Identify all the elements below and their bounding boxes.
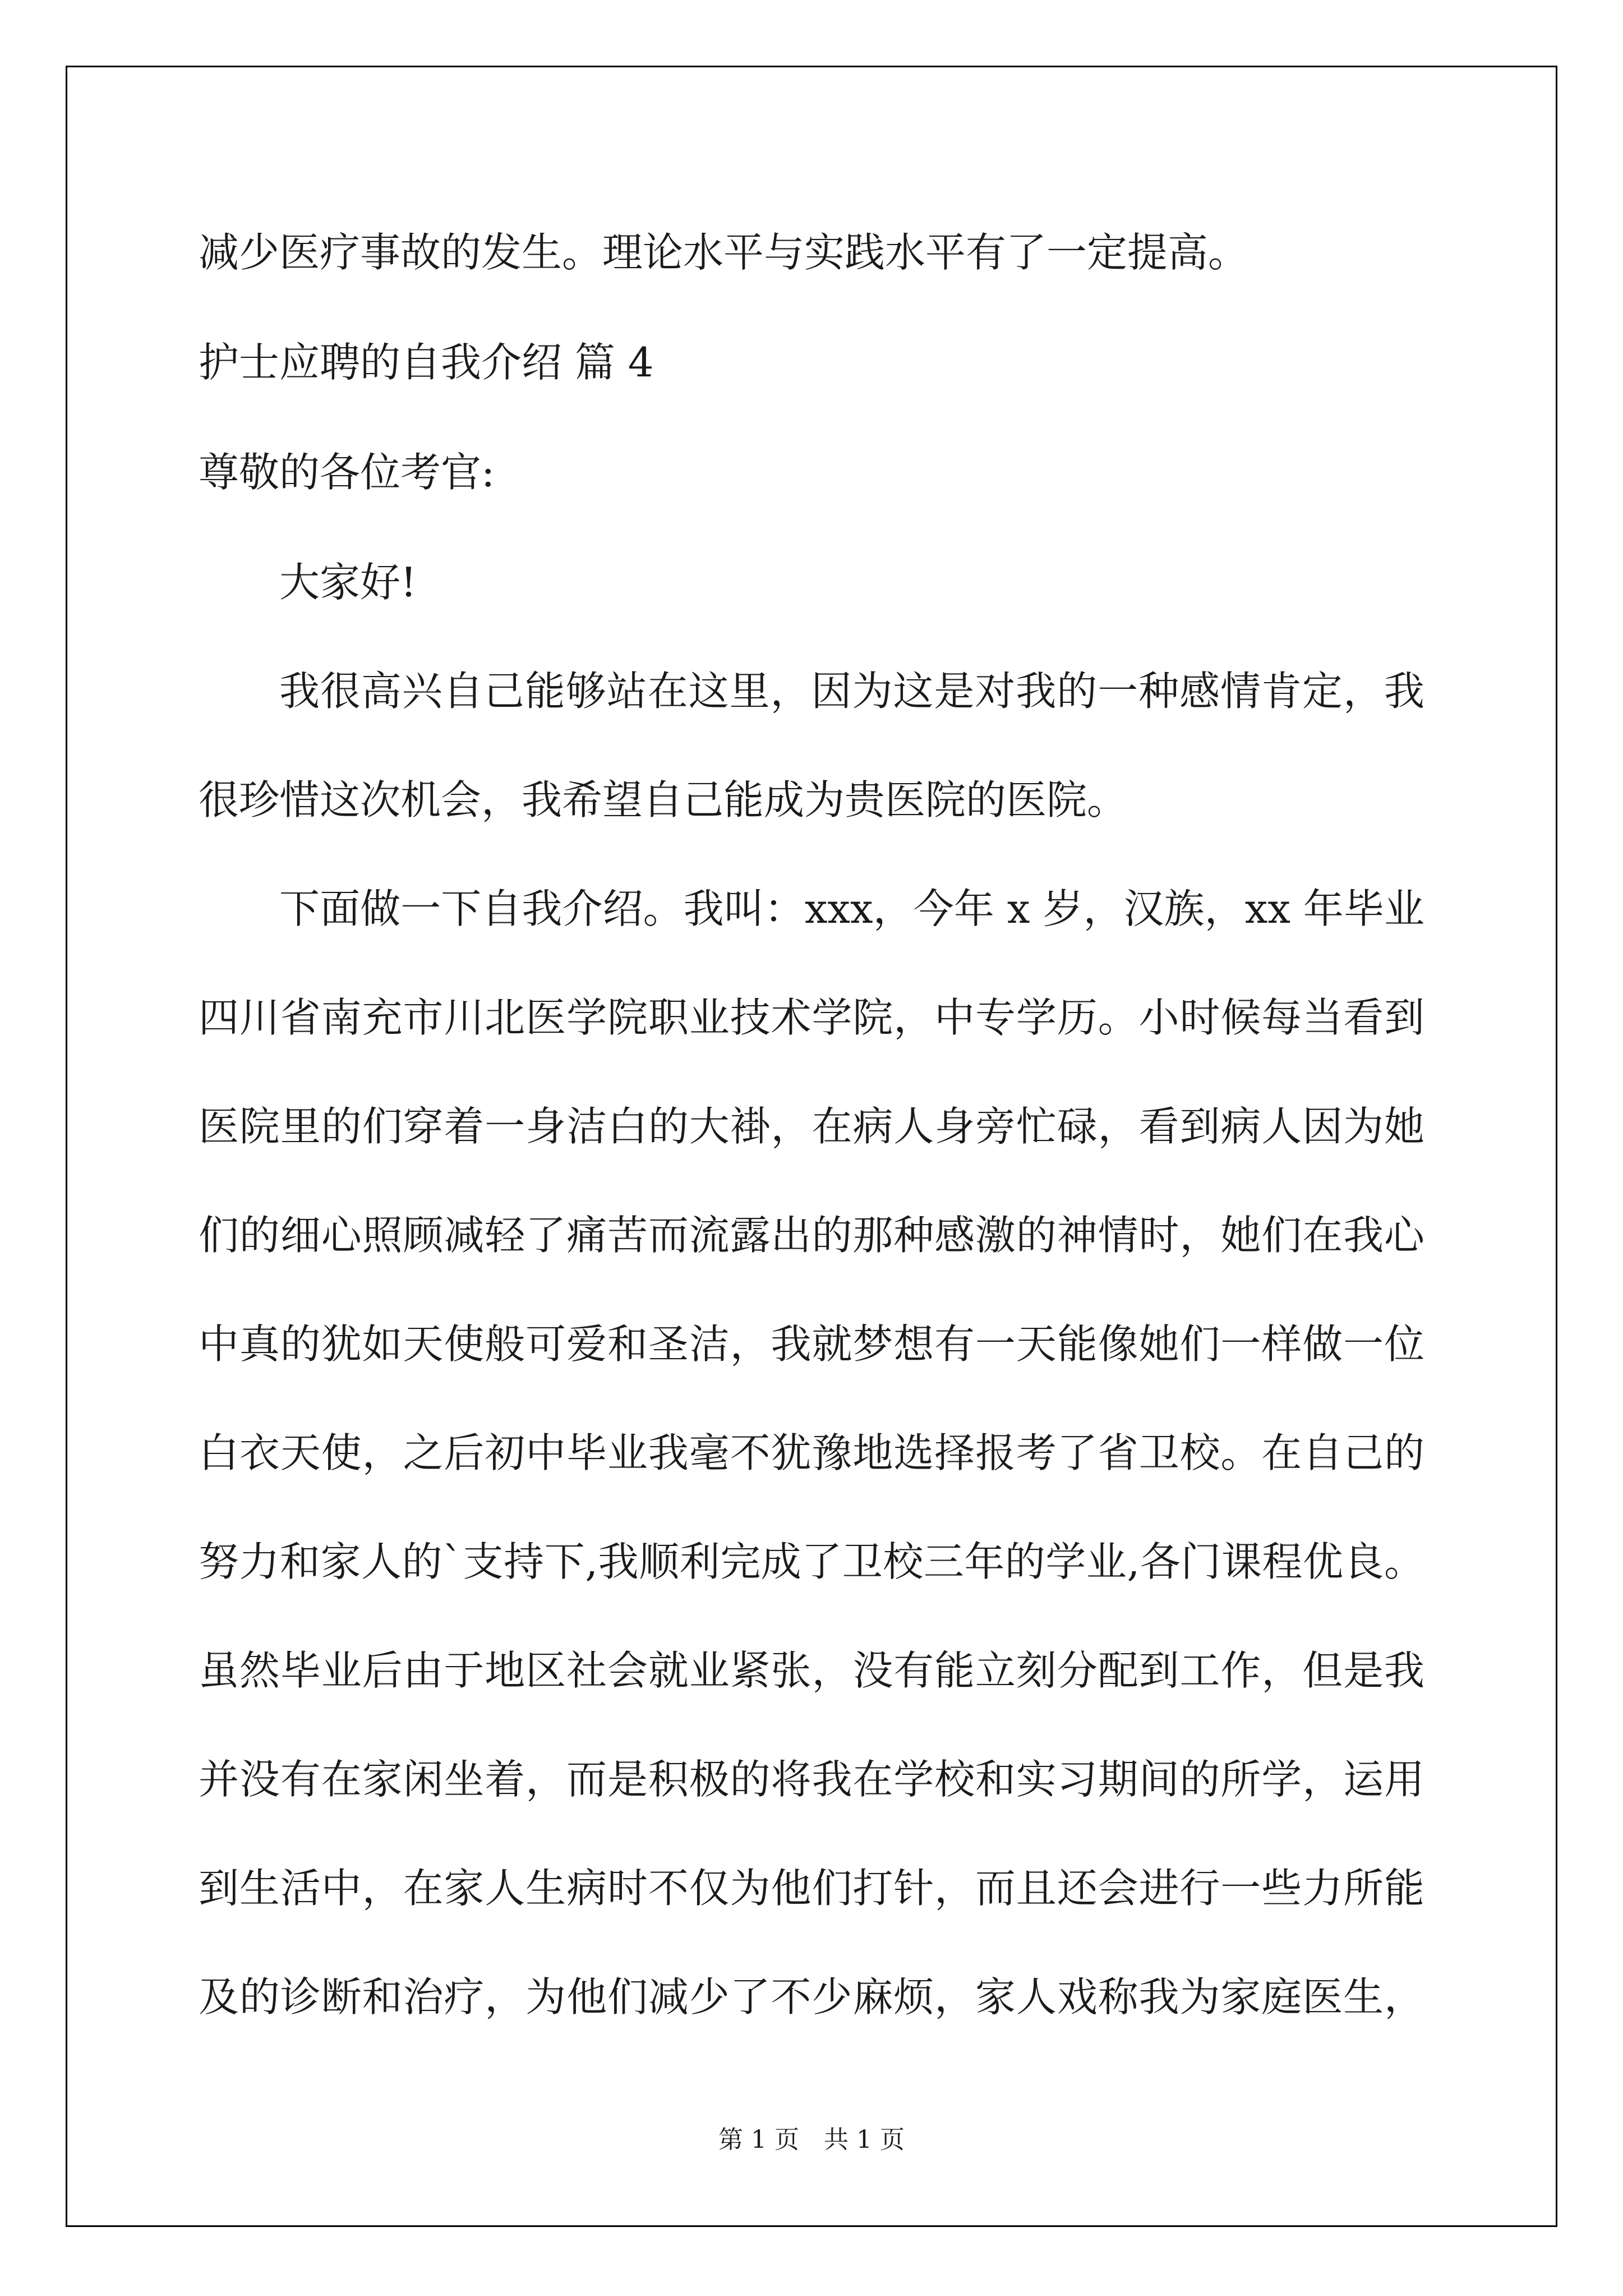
paragraph-line: 到生活中，在家人生病时不仅为他们打针，而且还会进行一些力所能: [199, 1865, 1424, 1912]
paragraph-line: 中真的犹如天使般可爱和圣洁，我就梦想有一天能像她们一样做一位: [199, 1320, 1424, 1368]
paragraph-line: 努力和家人的`支持下,我顺利完成了卫校三年的学业,各门课程优良。: [199, 1538, 1424, 1585]
paragraph-line: 虽然毕业后由于地区社会就业紧张，没有能立刻分配到工作，但是我: [199, 1647, 1424, 1694]
paragraph-line: 及的诊断和治疗，为他们减少了不少麻烦，家人戏称我为家庭医生，: [199, 1973, 1424, 2021]
paragraph-line: 四川省南充市川北医学院职业技术学院，中专学历。小时候每当看到: [199, 994, 1424, 1041]
greeting: 大家好!: [279, 559, 417, 606]
paragraph-line: 减少医疗事故的发生。理论水平与实践水平有了一定提高。: [199, 229, 1249, 276]
paragraph-line: 并没有在家闲坐着，而是积极的将我在学校和实习期间的所学，运用: [199, 1756, 1424, 1803]
page-number: 第 1 页 共 1 页: [718, 2125, 905, 2154]
paragraph-line: 下面做一下自我介绍。我叫：xxx，今年 x 岁，汉族，xx 年毕业: [279, 885, 1424, 932]
salutation: 尊敬的各位考官:: [199, 449, 495, 496]
section-heading: 护士应聘的自我介绍 篇 4: [199, 339, 654, 386]
paragraph-line: 们的细心照顾减轻了痛苦而流露出的那种感激的神情时，她们在我心: [199, 1212, 1424, 1259]
paragraph-line: 很珍惜这次机会，我希望自己能成为贵医院的医院。: [199, 776, 1128, 823]
paragraph-line: 医院里的们穿着一身洁白的大褂，在病人身旁忙碌，看到病人因为她: [199, 1103, 1424, 1150]
paragraph-line: 我很高兴自己能够站在这里，因为这是对我的一种感情肯定，我: [279, 668, 1424, 715]
paragraph-line: 白衣天使，之后初中毕业我毫不犹豫地选择报考了省卫校。在自己的: [199, 1429, 1424, 1476]
